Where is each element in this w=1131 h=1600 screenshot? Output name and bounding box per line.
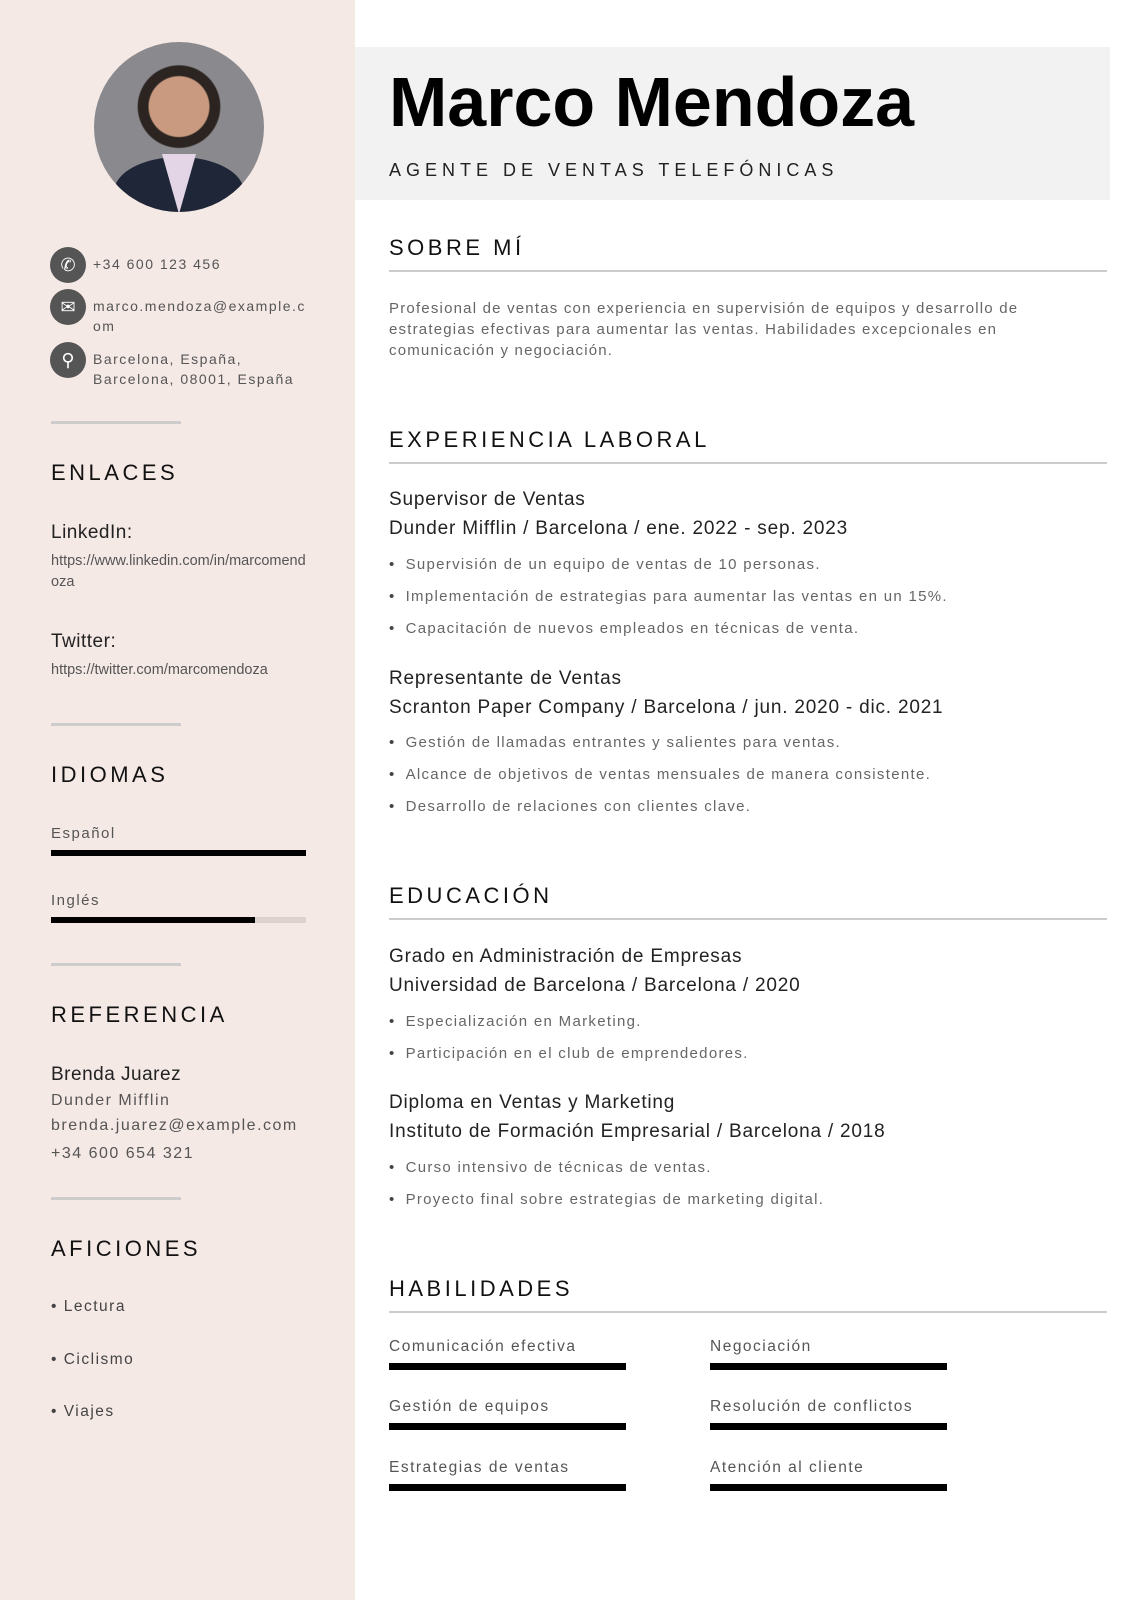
contact-phone: +34 600 123 456	[93, 256, 221, 272]
reference-name: Brenda Juarez	[51, 1064, 182, 1085]
candidate-role: AGENTE DE VENTAS TELEFÓNICAS	[389, 160, 839, 180]
job-bullets: • Gestión de llamadas entrantes y salientes para ventas. • Alcance de objetivos de ventas mensuales de manera consistente. • Desarrollo de relaciones con clientes clave.	[389, 732, 931, 828]
location-icon: ⚲	[50, 342, 86, 378]
phone-icon: ✆	[50, 247, 86, 283]
skill-name: Resolución de conflictos	[710, 1398, 914, 1415]
reference-company: Dunder Mifflin	[51, 1092, 171, 1109]
divider	[389, 1311, 1107, 1313]
education-bullets: • Curso intensivo de técnicas de ventas. • Proyecto final sobre estrategias de marketing digital.	[389, 1157, 824, 1221]
divider	[51, 963, 181, 966]
hobby-item: • Ciclismo	[51, 1351, 135, 1368]
profile-photo	[94, 42, 264, 212]
twitter-label: Twitter:	[51, 631, 117, 652]
contact-email: marco.mendoza@example.com	[93, 298, 306, 334]
skills-heading: HABILIDADES	[389, 1276, 573, 1301]
linkedin-link[interactable]: https://www.linkedin.com/in/marcomendoza	[51, 553, 306, 590]
experience-heading: EXPERIENCIA LABORAL	[389, 427, 710, 452]
education-bullets: • Especialización en Marketing. • Participación en el club de emprendedores.	[389, 1011, 749, 1075]
job-bullets: • Supervisión de un equipo de ventas de 10 personas. • Implementación de estrategias para aumentar las ventas en un 15%. • Capacitación de nuevos empleados en técnicas de venta.	[389, 554, 948, 650]
skill-name: Estrategias de ventas	[389, 1459, 570, 1476]
skill-bar	[389, 1363, 626, 1370]
divider	[51, 421, 181, 424]
language-level-bar	[51, 917, 306, 923]
education-entry: Diploma en Ventas y Marketing Instituto de Formación Empresarial / Barcelona / 2018	[389, 1092, 886, 1142]
reference-phone: +34 600 654 321	[51, 1145, 195, 1162]
hobbies-heading: AFICIONES	[51, 1236, 202, 1261]
twitter-link[interactable]: https://twitter.com/marcomendoza	[51, 662, 268, 678]
hobby-item: • Lectura	[51, 1298, 126, 1315]
skill-bar	[389, 1423, 626, 1430]
linkedin-label: LinkedIn:	[51, 522, 133, 543]
skill-name: Gestión de equipos	[389, 1398, 550, 1415]
email-icon: ✉	[50, 289, 86, 325]
job-entry: Representante de Ventas Scranton Paper Company / Barcelona / jun. 2020 - dic. 2021	[389, 668, 944, 718]
divider	[389, 462, 1107, 464]
language-name: Inglés	[51, 892, 101, 909]
education-heading: EDUCACIÓN	[389, 883, 553, 908]
contact-address: Barcelona, España, Barcelona, 08001, España	[93, 351, 295, 387]
language-level-bar	[51, 850, 306, 856]
skill-bar	[710, 1423, 947, 1430]
languages-heading: IDIOMAS	[51, 762, 169, 787]
links-heading: ENLACES	[51, 460, 179, 485]
language-name: Español	[51, 825, 116, 842]
skill-name: Atención al cliente	[710, 1459, 865, 1476]
skill-name: Comunicación efectiva	[389, 1338, 577, 1355]
hobby-item: • Viajes	[51, 1403, 115, 1420]
about-heading: SOBRE MÍ	[389, 235, 525, 260]
education-entry: Grado en Administración de Empresas Universidad de Barcelona / Barcelona / 2020	[389, 946, 801, 996]
skill-bar	[710, 1363, 947, 1370]
skill-bar	[389, 1484, 626, 1491]
skill-name: Negociación	[710, 1338, 812, 1355]
about-text: Profesional de ventas con experiencia en supervisión de equipos y desarrollo de estrategias efectivas para aumentar las ventas. Habilidades excepcionales en comunicación y negociación.	[389, 300, 1019, 359]
reference-heading: REFERENCIA	[51, 1002, 228, 1027]
divider	[51, 723, 181, 726]
reference-email: brenda.juarez@example.com	[51, 1117, 298, 1134]
divider	[389, 270, 1107, 272]
job-entry: Supervisor de Ventas Dunder Mifflin / Barcelona / ene. 2022 - sep. 2023	[389, 489, 848, 539]
skill-bar	[710, 1484, 947, 1491]
divider	[51, 1197, 181, 1200]
divider	[389, 918, 1107, 920]
candidate-name: Marco Mendoza	[389, 63, 915, 141]
